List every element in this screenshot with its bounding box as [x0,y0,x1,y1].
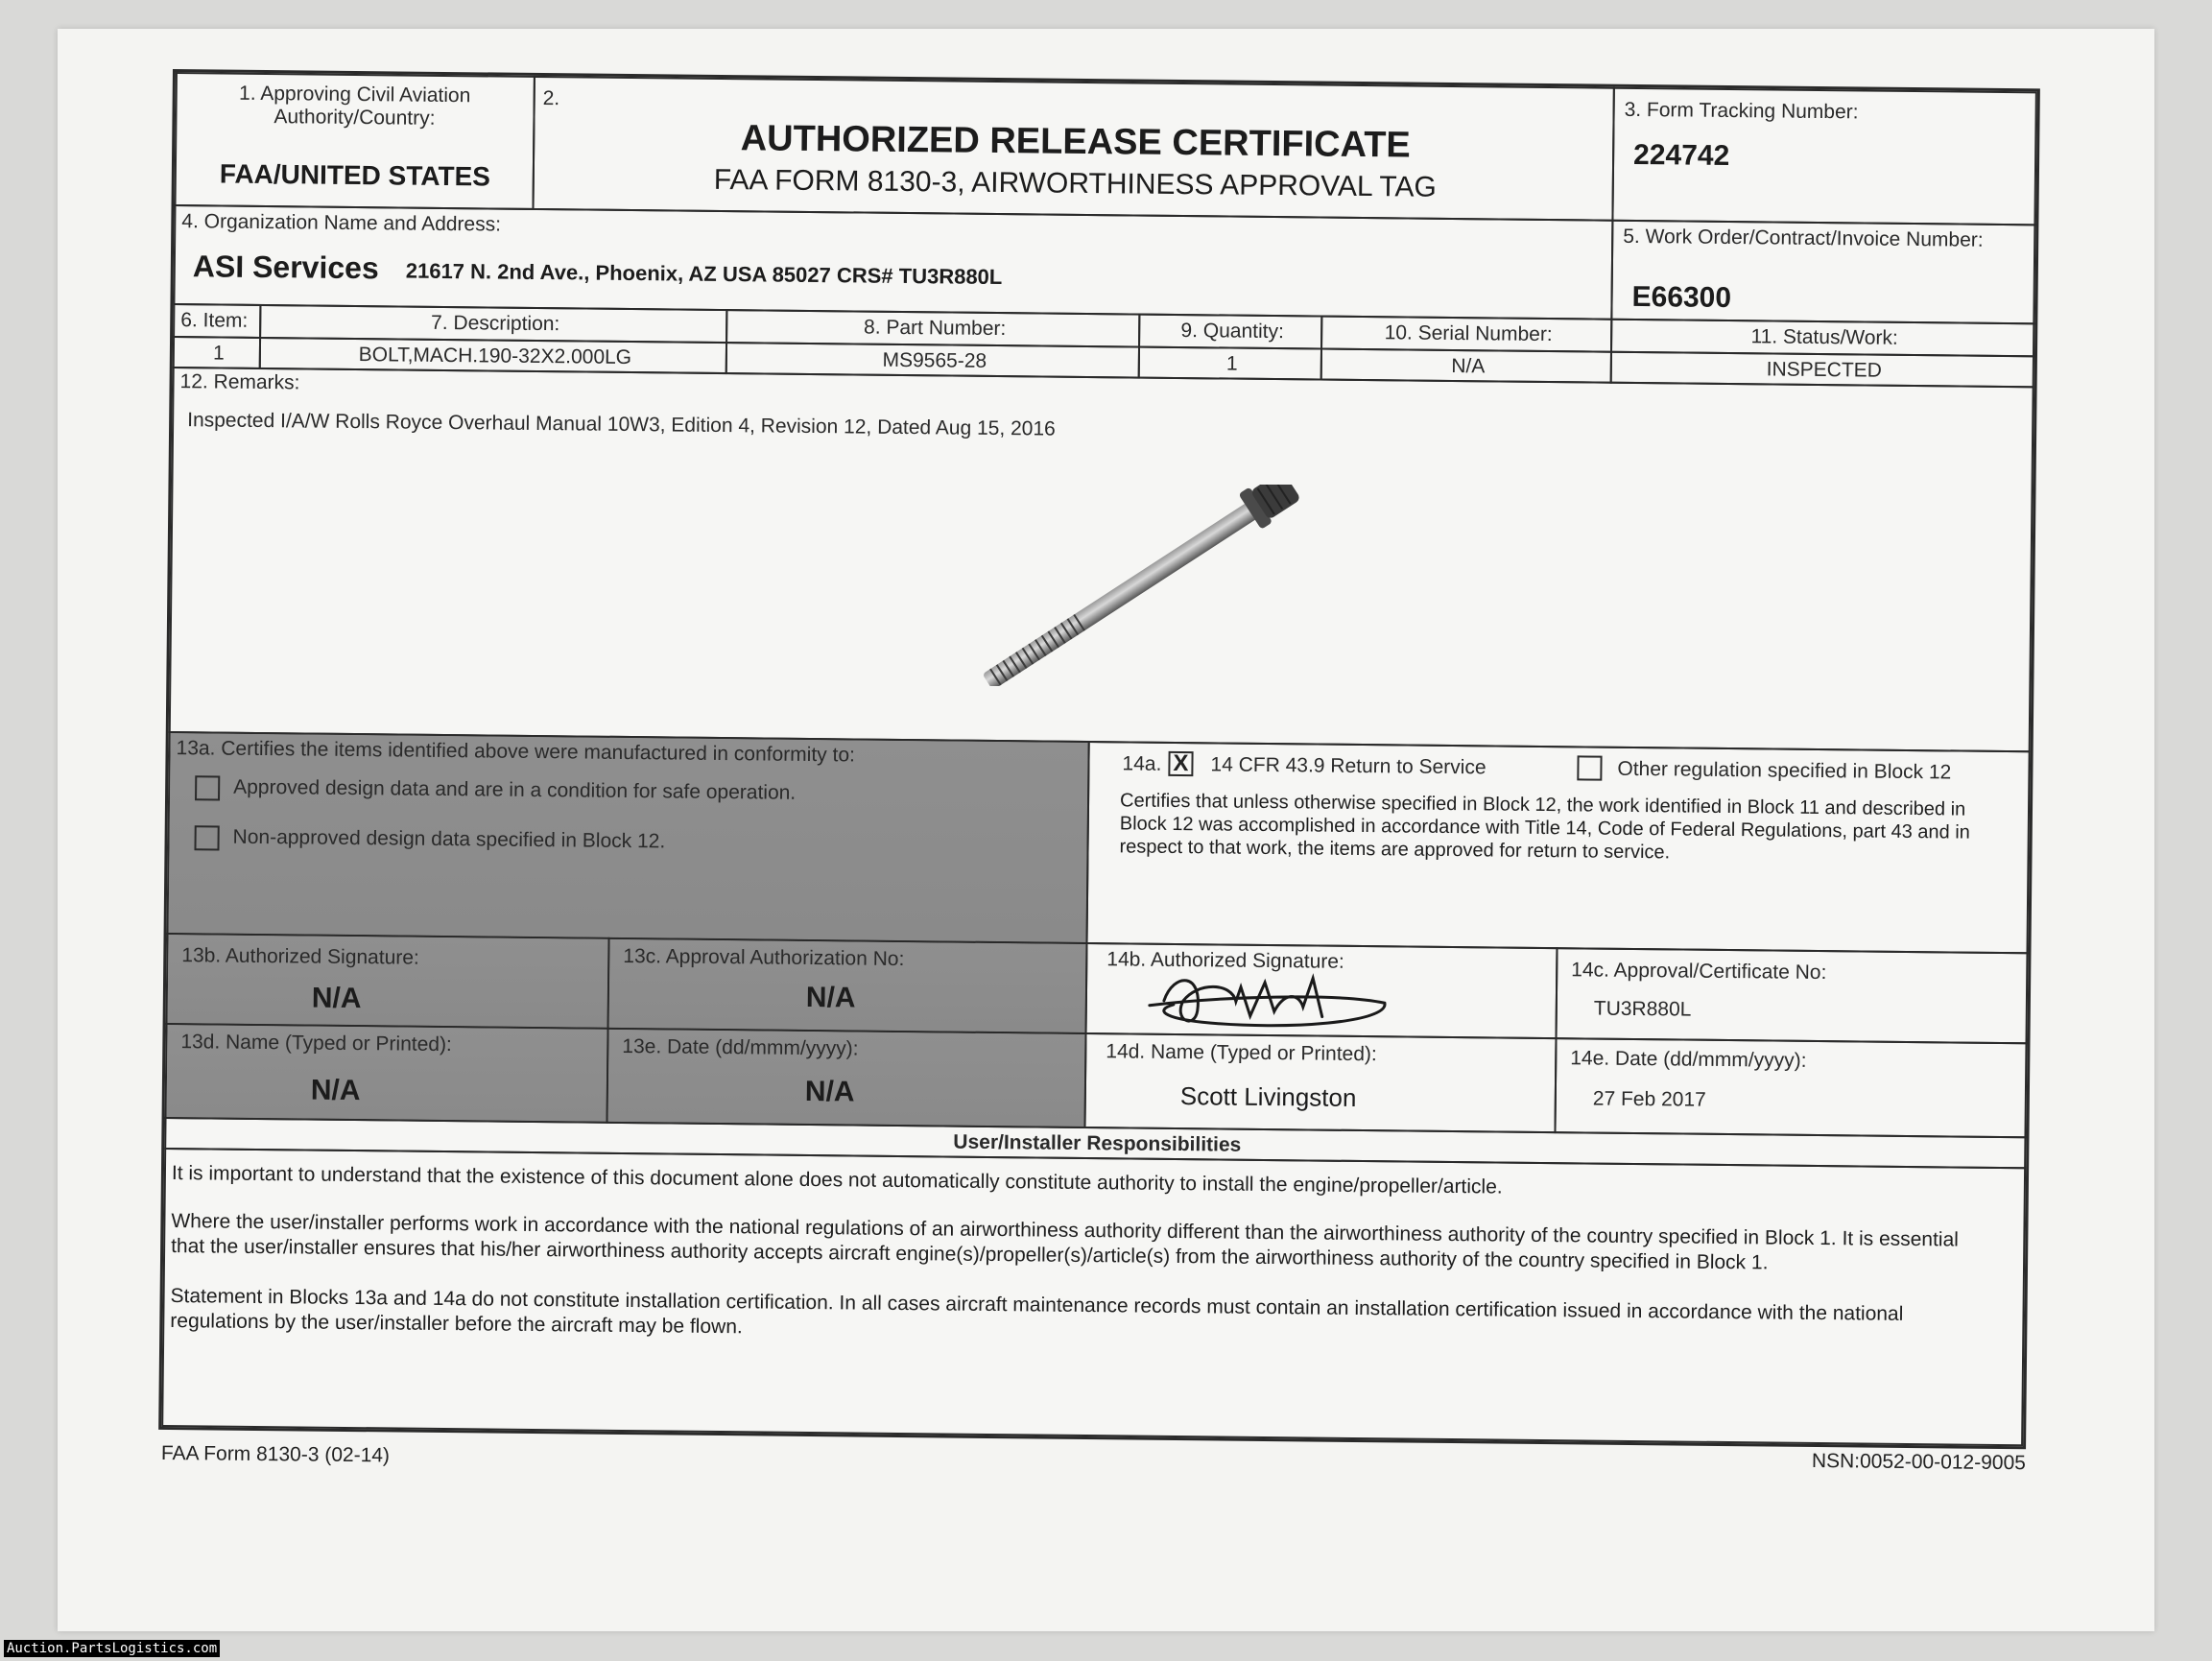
block14e-value: 27 Feb 2017 [1592,1087,1706,1111]
signature-scribble [1145,962,1395,1038]
table-row-serial-number: N/A [1320,348,1612,384]
block5-value: E66300 [1631,280,1732,315]
th-serial-number: 10. Serial Number: [1320,316,1612,353]
block13a-cell [167,731,1090,944]
block13c-cell [607,937,1088,1034]
block14a-label: 14a. [1122,752,1162,775]
block13d-cell [165,1023,609,1124]
th-part-number: 8. Part Number: [725,309,1140,348]
block2-cell [532,76,1614,222]
th-item: 6. Item: [173,303,261,339]
block4-label: 4. Organization Name and Address: [181,210,502,236]
block14b-label: 14b. Authorized Signature: [1106,948,1344,973]
block13d-label: 13d. Name (Typed or Printed): [180,1031,452,1056]
th-description: 7. Description: [259,304,727,344]
form-subtitle: FAA FORM 8130-3, AIRWORTHINESS APPROVAL TAG [713,163,1437,203]
block13d-value: N/A [310,1074,361,1107]
watermark-url: Auction.PartsLogistics.com [4,1640,220,1657]
block13a-nonapproved-checkbox[interactable] [194,825,219,850]
table-row-item: 1 [173,336,261,369]
block13c-value: N/A [805,981,856,1014]
block3-cell [1611,87,2036,226]
th-status-work: 11. Status/Work: [1610,319,2034,358]
block3-label: 3. Form Tracking Number: [1624,98,1859,124]
responsibilities-body-cell [161,1148,2026,1446]
table-row-quantity: 1 [1138,346,1322,381]
block13c-label: 13c. Approval Authorization No: [623,944,905,971]
th-quantity: 9. Quantity: [1138,314,1322,350]
form-title: AUTHORIZED RELEASE CERTIFICATE [740,118,1412,166]
block13b-cell [166,933,610,1030]
block5-cell [1610,220,2035,325]
certificate-form [158,69,2040,1475]
responsibilities-title: User/Installer Responsibilities [953,1130,1242,1156]
block14d-value: Scott Livingston [1179,1081,1357,1112]
form-id: FAA Form 8130-3 (02-14) [160,1441,391,1467]
block13e-label: 13e. Date (dd/mmm/yyyy): [622,1034,859,1060]
block14a-other-label: Other regulation specified in Block 12 [1617,757,1952,784]
block13b-value: N/A [311,982,362,1015]
nsn-number: NSN:0052-00-012-9005 [1811,1449,2026,1475]
block13a-nonapproved-label: Non-approved design data specified in Block 12. [232,825,666,853]
block13a-label: 13a. Certifies the items identified above were manufactured in conformity to: [176,737,856,767]
block13a-approved-label: Approved design data and are in a condition for safe operation. [233,775,797,804]
block14c-label: 14c. Approval/Certificate No: [1571,959,1827,985]
remarks-text: Inspected I/A/W Rolls Royce Overhaul Manual 10W3, Edition 4, Revision 12, Dated Aug 15, 2016 [187,409,1056,440]
remarks-label: 12. Remarks: [179,370,300,394]
block13b-label: 13b. Authorized Signature: [181,944,419,969]
block14a-other-checkbox[interactable] [1577,755,1602,780]
block1-cell [175,72,535,210]
block14a-cfr-checkbox[interactable]: X [1168,751,1193,776]
responsibilities-p2: Where the user/installer performs work in accordance with the national regulations of an airworthiness authority different than the airworthiness authority of the country specified in Block 1. It is essential that the user/installer ensures that his/her airworthiness authority accepts aircraft engine(s)/propeller(s)/article(s) from the airworthiness authority of the country specified in Block 1. [171,1210,1960,1274]
block14a-cfr-label: 14 CFR 43.9 Return to Service [1210,753,1487,779]
block14c-cell [1555,947,2028,1044]
responsibilities-p3: Statement in Blocks 13a and 14a do not constitute installation certification. In all cases aircraft maintenance records must contain an installation certification issued in accordance with the national regulations by the user/installer before the aircraft may be flown. [170,1285,1904,1339]
block14a-statement: Certifies that unless otherwise specified in Block 12, the work identified in Block 11 and described in Block 12 was accomplished in accordance with Title 14, Code of Federal Regulations, part 43 and in respect to that work, the items are approved for return to service. [1119,790,1970,864]
block14c-value: TU3R880L [1593,997,1692,1021]
org-name: ASI Services [192,249,379,286]
block14d-cell [1083,1032,1557,1133]
block1-value: FAA/UNITED STATES [219,158,491,192]
org-address: 21617 N. 2nd Ave., Phoenix, AZ USA 85027 CRS# TU3R880L [405,258,1003,290]
block14a-cell [1086,741,2031,954]
table-row-part-number: MS9565-28 [725,342,1140,379]
block1-label: 1. Approving Civil Aviation Authority/Country: [238,82,471,130]
table-row-description: BOLT,MACH.190-32X2.000LG [259,337,727,374]
block3-value: 224742 [1632,138,1730,172]
block13e-value: N/A [804,1075,855,1108]
block13e-cell [607,1028,1087,1128]
block14b-cell [1085,942,1558,1039]
block14e-cell [1554,1037,2027,1138]
block13a-approved-checkbox[interactable] [195,775,220,800]
block4-cell [173,204,1613,320]
bolt-photo [940,485,1344,686]
block5-label: 5. Work Order/Contract/Invoice Number: [1623,225,1984,251]
responsibilities-p1: It is important to understand that the existence of this document alone does not automatically constitute authority to install the engine/propeller/article. [171,1162,1503,1198]
block2-label: 2. [542,87,560,110]
block14e-label: 14e. Date (dd/mmm/yyyy): [1570,1047,1807,1072]
table-row-status-work: INSPECTED [1610,351,2034,389]
block14d-label: 14d. Name (Typed or Printed): [1106,1040,1377,1066]
